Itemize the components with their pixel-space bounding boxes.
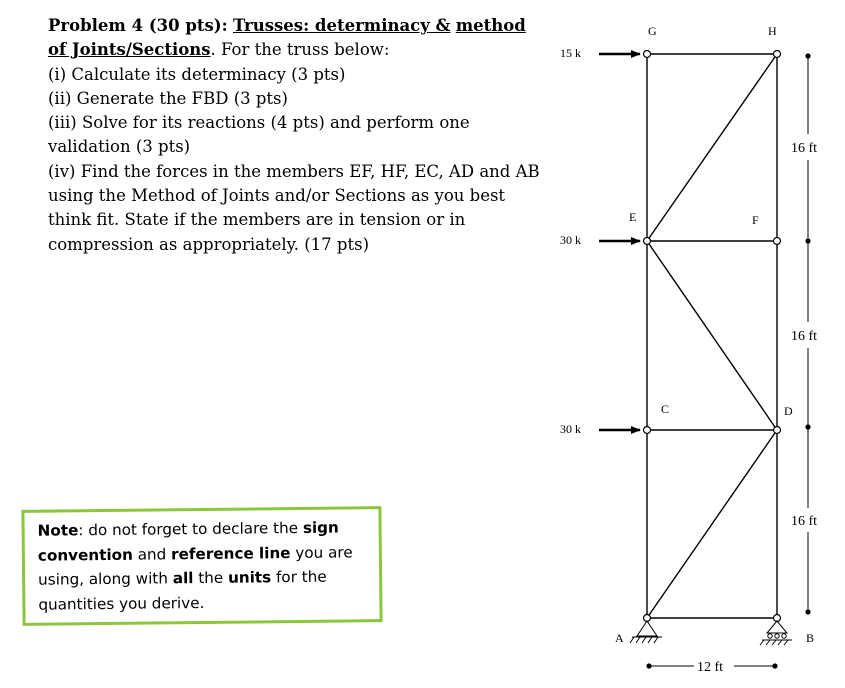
note-segment: the [193,568,229,588]
node-label-H: H [768,24,777,38]
dim-label-width: 12 ft [697,660,724,675]
note-segment: for the quantities you derive. [38,567,327,614]
joint-F [774,238,781,245]
truss-members [647,54,777,618]
load-label-G: 15 k [560,46,581,60]
problem-item-iv: (iv) Find the forces in the members EF, HF, EC, AD and AB using the Method of Joints and/or Sections as you best think fit. State if the members are in tension or in compression as appropriately. (17 pts) [48,161,540,254]
joint-D [774,427,781,434]
note-emphasis: sign convention [37,518,339,565]
node-label-G: G [648,24,657,38]
dim-label-upper: 16 ft [791,141,818,156]
load-label-E: 30 k [560,233,581,247]
node-label-C: C [661,402,670,416]
dim-label-lower: 16 ft [791,514,818,529]
dim-label-middle: 16 ft [791,329,818,344]
node-label-F: F [752,213,759,227]
problem-item-i: (i) Calculate its determinacy (3 pts) [48,64,346,84]
node-label-A: A [615,631,624,645]
pin-support-A [630,621,662,643]
note-label: Note [37,521,79,540]
problem-item-ii: (ii) Generate the FBD (3 pts) [48,88,288,108]
problem-item-iii: (iii) Solve for its reactions (4 pts) and perform one validation (3 pts) [48,113,470,157]
roller-support-B [760,621,792,645]
dimension-tick [772,663,777,668]
node-label-B: B [806,631,815,645]
note-emphasis: reference line [170,543,291,563]
dimension-tick [646,663,651,668]
node-label-E: E [629,210,637,224]
note-segment: : do not forget to declare the [78,518,303,540]
joint-G [644,51,651,58]
node-label-D: D [784,404,793,418]
note-emphasis: units [227,568,272,587]
note-emphasis: all [172,569,194,588]
joint-H [774,51,781,58]
problem-intro: . For the truss below: [210,40,390,60]
note-segment: and [132,544,172,564]
member-AD [647,430,777,618]
problem-number: Problem 4 (30 pts): [48,16,228,35]
note-segment: you are using, along with [38,542,353,589]
joint-C [644,427,651,434]
joint-E [644,238,651,245]
load-arrows [599,54,640,430]
problem-topic: Trusses: determinacy & [232,16,451,35]
load-label-C: 30 k [560,422,581,436]
problem-topic-cont: method of Joints/Sections [48,16,526,60]
